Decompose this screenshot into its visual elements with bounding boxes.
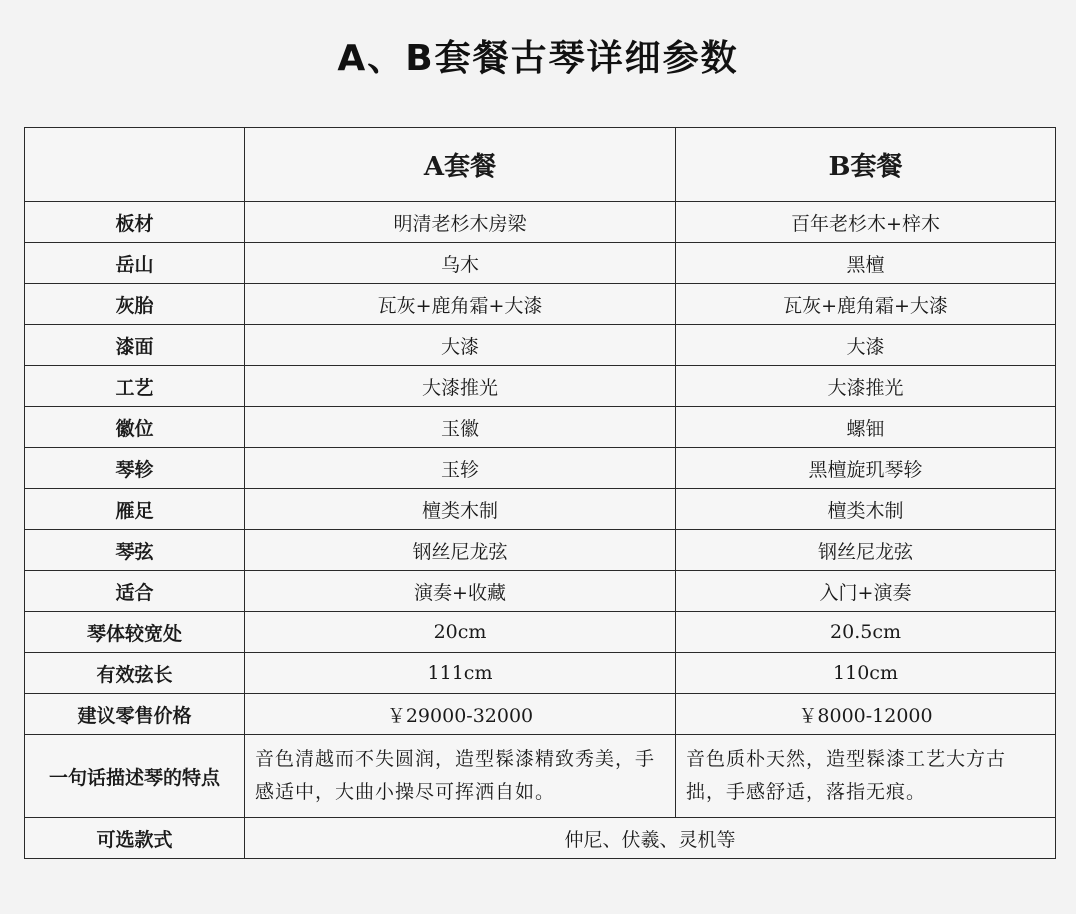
row-label: 漆面 (25, 325, 245, 366)
table-row (25, 489, 1056, 530)
styles-row (25, 818, 1056, 859)
package-b-value: 大漆推光 (676, 366, 1056, 407)
table-row (25, 448, 1056, 489)
table-row (25, 202, 1056, 243)
package-a-value: 钢丝尼龙弦 (245, 530, 676, 571)
package-b-value: 大漆 (676, 325, 1056, 366)
package-b-value: ￥8000-12000 (676, 694, 1056, 735)
row-label: 琴弦 (25, 530, 245, 571)
table-row (25, 571, 1056, 612)
row-label: 有效弦长 (25, 653, 245, 694)
package-b-value: 百年老杉木+梓木 (676, 202, 1056, 243)
package-a-value: ￥29000-32000 (245, 694, 676, 735)
header-package-b: B套餐 (676, 128, 1056, 202)
package-b-value: 黑檀旋玑琴轸 (676, 448, 1056, 489)
package-b-description: 音色质朴天然，造型髹漆工艺大方古拙，手感舒适，落指无痕。 (676, 735, 1056, 818)
row-label: 岳山 (25, 243, 245, 284)
table-row (25, 366, 1056, 407)
row-label: 琴体较宽处 (25, 612, 245, 653)
table-row (25, 694, 1056, 735)
styles-value: 仲尼、伏羲、灵机等 (245, 818, 1056, 859)
package-a-value: 乌木 (245, 243, 676, 284)
spec-table (24, 127, 1056, 859)
package-a-value: 玉轸 (245, 448, 676, 489)
package-a-value: 大漆推光 (245, 366, 676, 407)
package-b-value: 瓦灰+鹿角霜+大漆 (676, 284, 1056, 325)
row-label: 徽位 (25, 407, 245, 448)
row-label: 可选款式 (25, 818, 245, 859)
package-a-value: 111cm (245, 653, 676, 694)
row-label: 建议零售价格 (25, 694, 245, 735)
row-label: 适合 (25, 571, 245, 612)
package-a-value: 瓦灰+鹿角霜+大漆 (245, 284, 676, 325)
table-row (25, 530, 1056, 571)
package-b-value: 110cm (676, 653, 1056, 694)
header-package-a: A套餐 (245, 128, 676, 202)
row-label: 雁足 (25, 489, 245, 530)
table-row (25, 653, 1056, 694)
row-label: 灰胎 (25, 284, 245, 325)
row-label: 板材 (25, 202, 245, 243)
package-b-value: 黑檀 (676, 243, 1056, 284)
package-b-value: 20.5cm (676, 612, 1056, 653)
package-a-value: 演奏+收藏 (245, 571, 676, 612)
page-title: A、B套餐古琴详细参数 (337, 38, 739, 79)
package-b-value: 入门+演奏 (676, 571, 1056, 612)
package-b-value: 螺钿 (676, 407, 1056, 448)
table-row (25, 243, 1056, 284)
package-a-value: 大漆 (245, 325, 676, 366)
table-row (25, 612, 1056, 653)
package-a-value: 20cm (245, 612, 676, 653)
package-b-value: 钢丝尼龙弦 (676, 530, 1056, 571)
package-a-value: 明清老杉木房梁 (245, 202, 676, 243)
package-a-value: 檀类木制 (245, 489, 676, 530)
table-header-row (25, 128, 1056, 202)
row-label: 一句话描述琴的特点 (25, 735, 245, 818)
table-row (25, 325, 1056, 366)
package-b-value: 檀类木制 (676, 489, 1056, 530)
header-corner-cell (25, 128, 245, 202)
description-row (25, 735, 1056, 818)
row-label: 工艺 (25, 366, 245, 407)
package-a-description: 音色清越而不失圆润，造型髹漆精致秀美，手感适中，大曲小操尽可挥洒自如。 (245, 735, 676, 818)
table-row (25, 284, 1056, 325)
row-label: 琴轸 (25, 448, 245, 489)
package-a-value: 玉徽 (245, 407, 676, 448)
table-row (25, 407, 1056, 448)
